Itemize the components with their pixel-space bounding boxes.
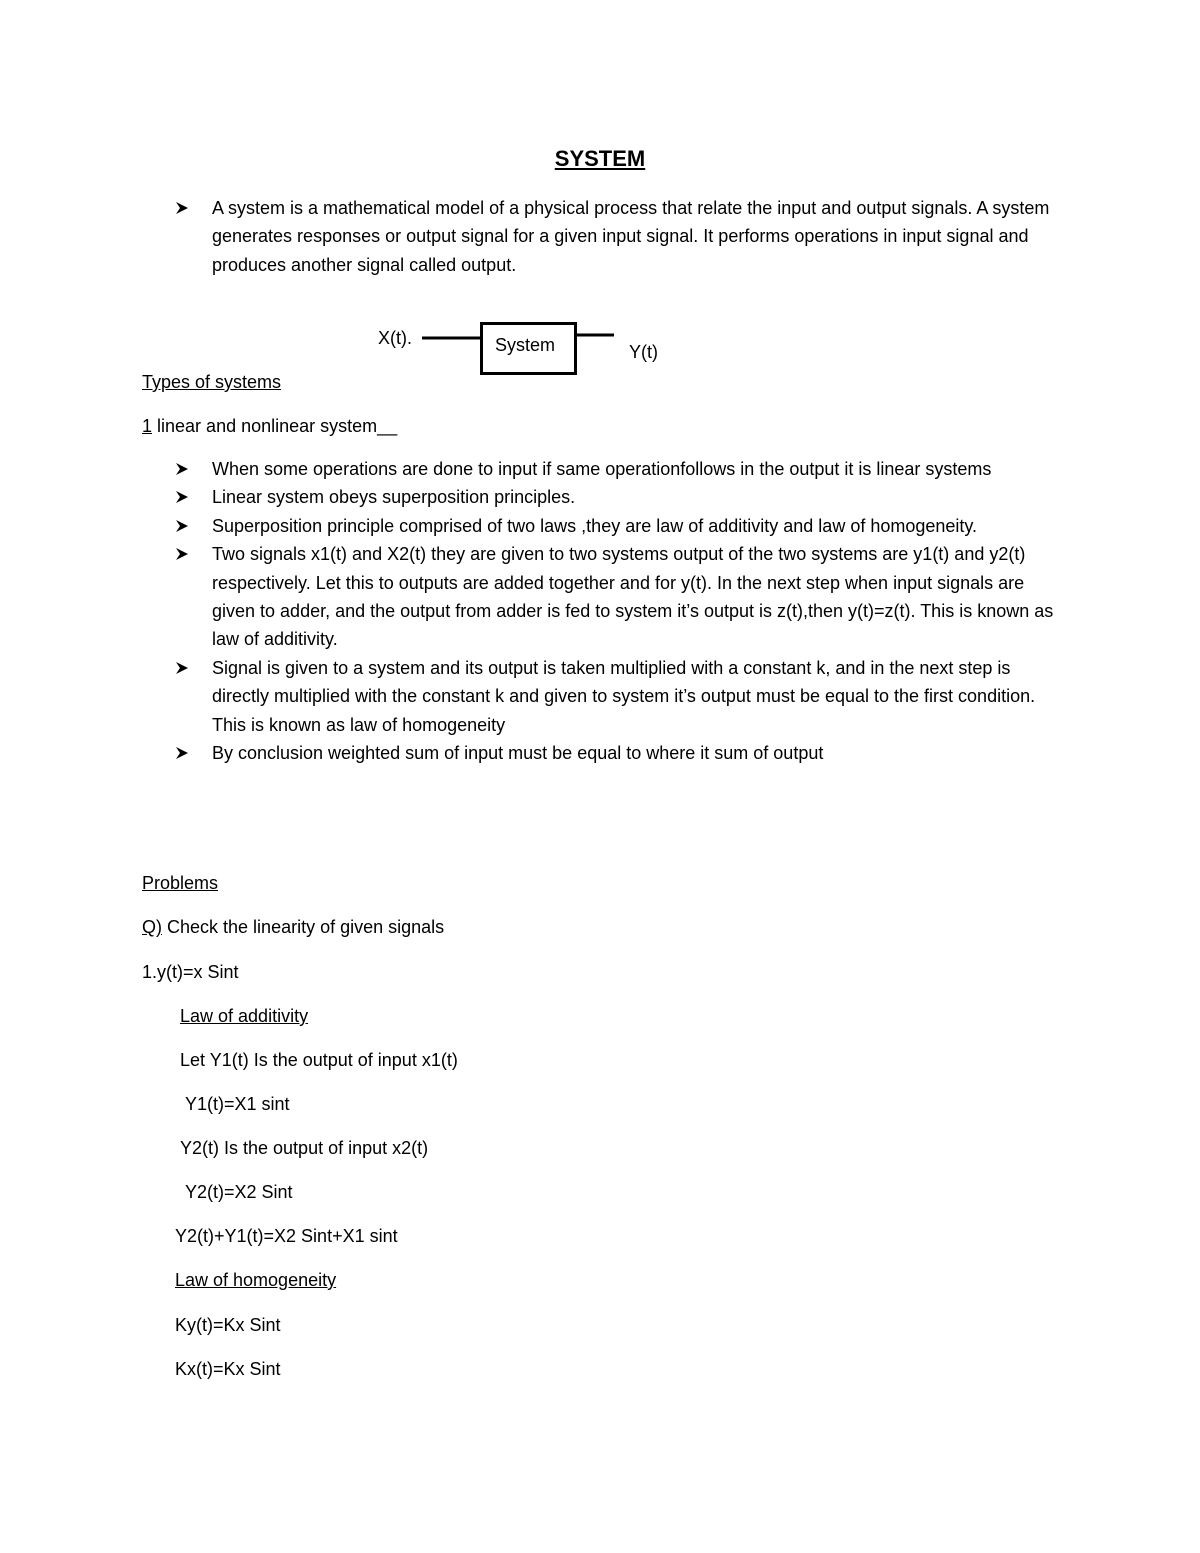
arrow-bullet-icon [175, 746, 189, 760]
system-block-diagram [370, 318, 690, 380]
bullet-text: Superposition principle comprised of two laws ,they are law of additivity and law of homogeneity. [212, 515, 978, 536]
page-title: SYSTEM [554, 146, 646, 171]
list-item [175, 540, 1065, 654]
arrow-bullet-icon [175, 201, 189, 215]
additivity-line: Y2(t)=X2 Sint [185, 1182, 293, 1202]
diagram-box-label: System [495, 335, 556, 355]
additivity-line: Y2(t) Is the output of input x2(t) [180, 1138, 429, 1158]
diagram-output-label: Y(t) [629, 342, 658, 362]
question-text: Check the linearity of given signals [167, 917, 445, 937]
linear-heading [142, 412, 397, 440]
list-item [175, 483, 1065, 511]
linear-heading-text: linear and nonlinear system__ [157, 416, 398, 436]
additivity-heading: Law of additivity [180, 1006, 309, 1026]
list-item [175, 739, 1065, 767]
arrow-bullet-icon [175, 547, 189, 561]
additivity-line: Let Y1(t) Is the output of input x1(t) [180, 1050, 458, 1070]
arrow-bullet-icon [175, 462, 189, 476]
problem-1: 1.y(t)=x Sint [142, 962, 239, 982]
homogeneity-heading: Law of homogeneity [175, 1270, 337, 1290]
bullet-text: Signal is given to a system and its output is taken multiplied with a constant k, and in the next step is directly multiplied with the constant k and given to system it’s output must be equal to the first condition. This is known as law of homogeneity [212, 657, 1036, 735]
list-item [175, 512, 1065, 540]
additivity-line: Y1(t)=X1 sint [185, 1094, 290, 1114]
diagram-input-label: X(t). [378, 328, 412, 348]
homogeneity-line: Kx(t)=Kx Sint [175, 1359, 281, 1379]
linear-bullet-list [175, 455, 1065, 767]
bullet-text: Linear system obeys superposition principles. [212, 487, 576, 508]
list-item [175, 455, 1065, 483]
bullet-text: A system is a mathematical model of a physical process that relate the input and output signals. A system generates responses or output signal for a given input signal. It performs operations in input signal and produces another signal called output. [212, 198, 1050, 275]
bullet-text: Two signals x1(t) and X2(t) they are given to two systems output of the two systems are y1(t) and y2(t) respectively. Let this to outputs are added together and for y(t). In the next step when input signals are given to adder, and the output from adder is fed to system it’s output is z(t),then y(t)=z(t). This is known as law of additivity. [212, 544, 1054, 650]
arrow-bullet-icon [175, 519, 189, 533]
bullet-text: By conclusion weighted sum of input must be equal to where it sum of output [212, 743, 824, 764]
list-item [175, 194, 1065, 279]
types-heading: Types of systems [142, 372, 282, 392]
problems-heading: Problems [142, 873, 219, 893]
linear-heading-number: 1 [142, 416, 153, 436]
arrow-bullet-icon [175, 490, 189, 504]
additivity-line: Y2(t)+Y1(t)=X2 Sint+X1 sint [175, 1226, 398, 1246]
intro-bullet-list [175, 194, 1065, 279]
bullet-text: When some operations are done to input if same operationfollows in the output it is linear systems [212, 459, 992, 479]
question-line [142, 913, 444, 941]
arrow-bullet-icon [175, 661, 189, 675]
homogeneity-line: Ky(t)=Kx Sint [175, 1315, 281, 1335]
question-label: Q) [142, 917, 162, 937]
list-item [175, 654, 1065, 739]
